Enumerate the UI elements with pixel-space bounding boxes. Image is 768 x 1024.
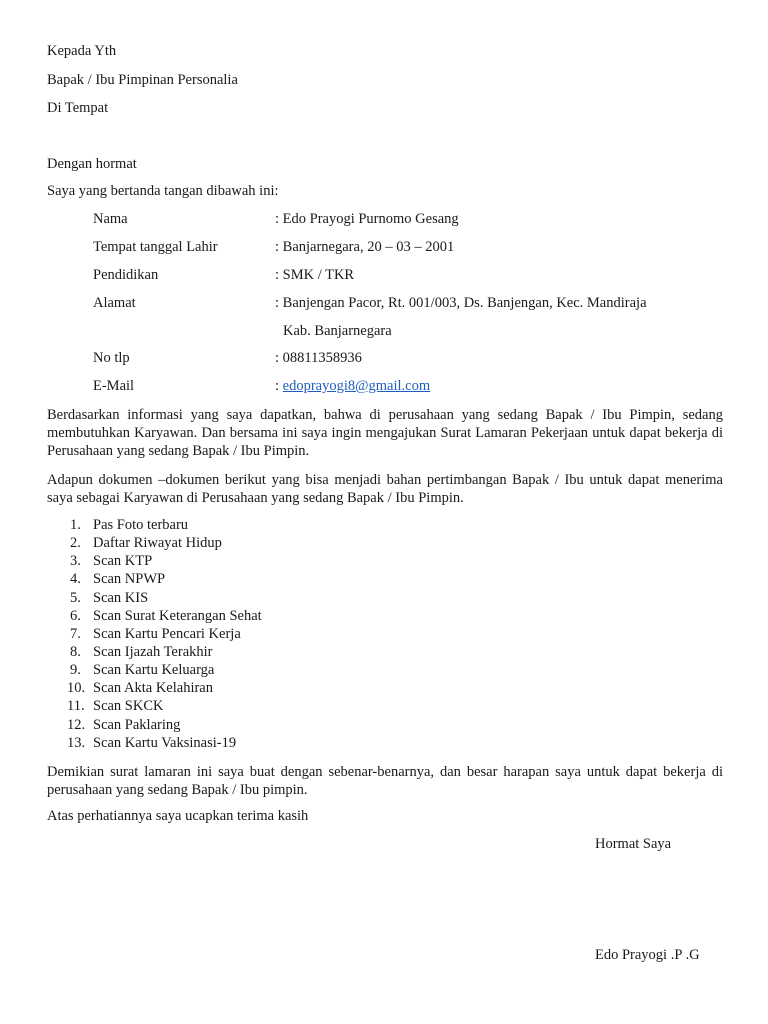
document-number: 11. xyxy=(67,698,85,715)
document-number: 7. xyxy=(70,625,81,642)
document-number: 2. xyxy=(70,535,81,552)
document-number: 1. xyxy=(70,517,81,533)
document-name: Scan NPWP xyxy=(93,571,166,588)
recipient-line-3: Di Tempat xyxy=(47,100,109,116)
document-number: 13. xyxy=(67,734,86,751)
recipient-line-1: Kepada Yth xyxy=(47,43,117,59)
document-name: Scan SKCK xyxy=(93,698,164,715)
document-list-item xyxy=(47,661,215,679)
document-list-item xyxy=(47,697,164,715)
document-list-item xyxy=(47,625,241,643)
document-number: 10. xyxy=(67,680,86,697)
document-name: Scan Kartu Pencari Kerja xyxy=(93,625,241,642)
documents-list xyxy=(47,516,262,752)
intro-text: Saya yang bertanda tangan dibawah ini: xyxy=(47,183,279,199)
paragraph-2: Adapun dokumen –dokumen berikut yang bisa menjadi bahan pertimbangan Bapak / Ibu untuk dapat menerima saya sebagai Karyawan di Perusahaan yang sedang Bapak / Ibu Pimpin. xyxy=(47,472,723,506)
document-list-item xyxy=(47,552,153,570)
document-name: Scan Surat Keterangan Sehat xyxy=(93,607,262,624)
document-number: 12. xyxy=(67,716,86,733)
document-name: Scan Kartu Vaksinasi-19 xyxy=(93,734,237,751)
education-value: : SMK / TKR xyxy=(275,267,355,283)
document-name: Scan Paklaring xyxy=(93,716,181,733)
document-number: 4. xyxy=(70,571,81,588)
closing-paragraph: Demikian surat lamaran ini saya buat dengan sebenar-benarnya, dan besar harapan saya untuk dapat bekerja di perusahaan yang sedang Bapak / Ibu pimpin. xyxy=(47,764,723,798)
recipient-line-2: Bapak / Ibu Pimpinan Personalia xyxy=(47,72,238,88)
education-label: Pendidikan xyxy=(93,267,159,283)
signature-name: Edo Prayogi .P .G xyxy=(595,947,700,963)
document-list-item xyxy=(47,607,262,625)
document-name: Daftar Riwayat Hidup xyxy=(93,535,222,552)
document-list-item xyxy=(47,734,237,752)
closing-thanks: Atas perhatiannya saya ucapkan terima kasih xyxy=(47,808,309,824)
email-colon: : xyxy=(275,378,283,394)
email-link[interactable]: edoprayogi8@gmail.com xyxy=(282,378,431,394)
document-list-item xyxy=(47,589,149,607)
email-value-row xyxy=(275,378,430,395)
email-label: E-Mail xyxy=(93,378,135,394)
address-value-line-2: Kab. Banjarnegara xyxy=(283,323,392,339)
document-list-item xyxy=(47,534,222,552)
document-number: 9. xyxy=(70,662,81,679)
document-number: 6. xyxy=(70,607,81,624)
document-list-item xyxy=(47,679,213,697)
document-number: 3. xyxy=(70,553,81,570)
phone-value: : 08811358936 xyxy=(275,350,362,366)
document-name: Scan Kartu Keluarga xyxy=(93,662,215,679)
address-label: Alamat xyxy=(93,295,136,311)
document-name: Scan Akta Kelahiran xyxy=(93,680,213,697)
document-list-item xyxy=(47,570,166,588)
document-list-item xyxy=(47,516,189,534)
document-number: 8. xyxy=(70,643,81,660)
greeting: Dengan hormat xyxy=(47,156,137,172)
birth-label: Tempat tanggal Lahir xyxy=(93,239,218,255)
document-name: Pas Foto terbaru xyxy=(93,517,189,533)
document-name: Scan Ijazah Terakhir xyxy=(93,643,213,660)
paragraph-1: Berdasarkan informasi yang saya dapatkan, bahwa di perusahaan yang sedang Bapak / Ibu Pimpin, sedang membutuhkan Karyawan. Dan bersama ini saya ingin mengajukan Surat Lamaran Pekerjaan untuk dapat bekerja di Perusahaan yang sedang Bapak / Ibu Pimpin. xyxy=(47,407,723,459)
phone-label: No tlp xyxy=(93,350,130,366)
document-number: 5. xyxy=(70,589,81,606)
name-label: Nama xyxy=(93,211,128,227)
birth-value: : Banjarnegara, 20 – 03 – 2001 xyxy=(275,239,455,255)
name-value: : Edo Prayogi Purnomo Gesang xyxy=(275,211,459,227)
document-list-item xyxy=(47,716,181,734)
document-name: Scan KTP xyxy=(93,553,153,570)
document-name: Scan KIS xyxy=(93,589,149,606)
address-value-line-1: : Banjengan Pacor, Rt. 001/003, Ds. Banjengan, Kec. Mandiraja xyxy=(275,295,647,311)
document-list-item xyxy=(47,643,213,661)
signoff: Hormat Saya xyxy=(595,836,672,852)
